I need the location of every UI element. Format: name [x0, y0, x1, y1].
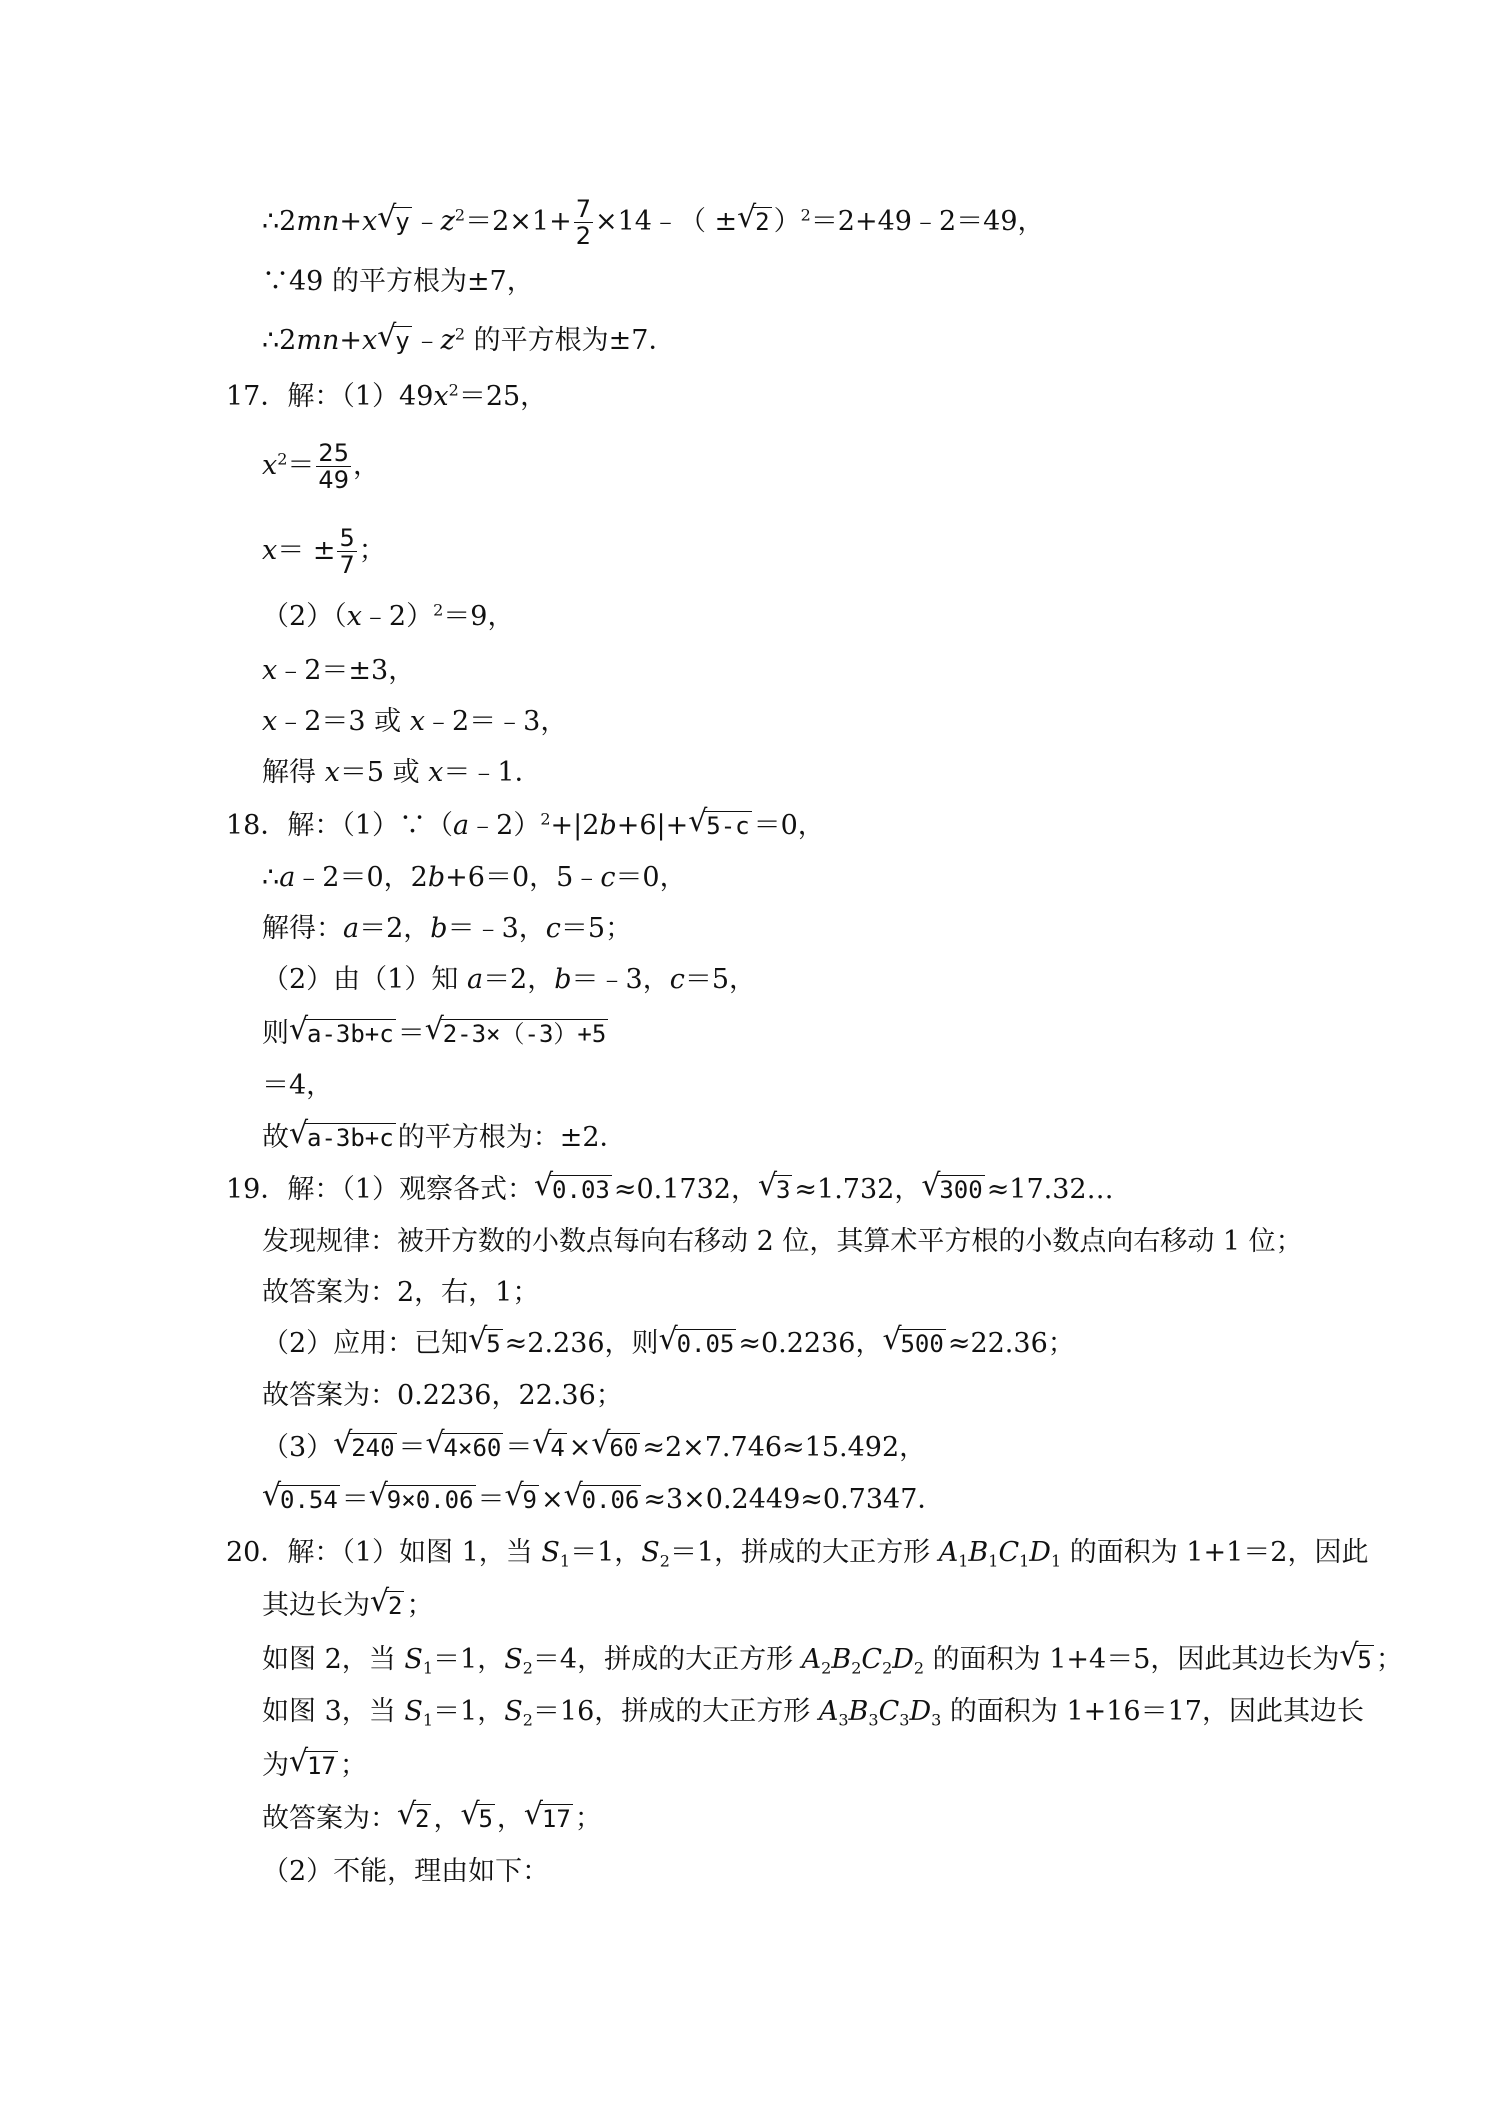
sqrt-symbol: √ a-3b+c: [289, 1014, 396, 1054]
line-18: 19．解：（1）观察各式：√ 0.03 ≈0.1732，√ 3 ≈1.732，√ 300 ≈17.32…: [226, 1170, 1114, 1210]
line-16: ＝4，: [262, 1070, 334, 1101]
line-21: （2）应用：已知√ 5 ≈2.236，则√ 0.05 ≈0.2236，√ 500 ≈22.36；: [262, 1324, 1075, 1364]
sqrt-symbol: √ a-3b+c: [289, 1118, 396, 1158]
sqrt-symbol: √ 4×60: [426, 1428, 504, 1468]
line-9: x﹣2＝3 或 x﹣2＝﹣3，: [262, 706, 568, 737]
sqrt-symbol: √ 0.06: [564, 1480, 642, 1520]
line-11: 18．解：（1）∵（a﹣2）$^2$+|2b+6|+√ 5-c ＝0，: [226, 806, 825, 846]
sqrt-symbol: √ 17: [524, 1799, 573, 1839]
line-13: 解得：a＝2，b＝﹣3，c＝5；: [262, 913, 633, 944]
line-20: 故答案为：2，右，1；: [262, 1277, 540, 1308]
sqrt-symbol: √ y: [377, 202, 411, 242]
sqrt-symbol: √ 9: [505, 1480, 539, 1520]
line-10: 解得 x＝5 或 x＝﹣1．: [262, 757, 542, 788]
line-1: ∴2mn+x√ y $﹣z^2=2\times 1+$ $\frac{7}{2}$ ×14﹣（ ±√ 2 ）$^2$＝2+49﹣2＝49，: [262, 196, 1045, 249]
line-2: ∵49 的平方根为±7，: [262, 266, 534, 297]
fraction: $\frac{5}{7}$: [339, 524, 355, 579]
sqrt-symbol: √ y: [377, 321, 411, 361]
line-23: （3）√ 240 ＝√ 4×60 ＝√ 4 ×√ 60 ≈2×7.746≈15.492，: [262, 1428, 926, 1468]
line-25: 20．解：（1）如图 1，当 $S_1=1$，$S_2=1$，拼成的大正方形 $A_1B_1C_1D_1$ 的面积为 1+1＝2，因此: [226, 1537, 1369, 1571]
sqrt-symbol: √ 500: [882, 1324, 945, 1364]
sqrt-symbol: √ 240: [333, 1428, 396, 1468]
line-15: 则√ a-3b+c ＝√ 2-3×（-3）+5: [262, 1014, 610, 1054]
line-30: 故答案为：√ 2 ，√ 5 ，√ 17 ；: [262, 1799, 602, 1839]
sqrt-symbol: √ 0.03: [534, 1170, 612, 1210]
sqrt-symbol: √ 3: [758, 1170, 792, 1210]
line-26: 其边长为√ 2 ；: [262, 1586, 433, 1626]
line-8: x﹣2＝±3，: [262, 655, 416, 686]
sqrt-symbol: √ 5: [468, 1324, 502, 1364]
line-14: （2）由（1）知 a＝2，b＝﹣3，c＝5，: [262, 964, 757, 995]
sqrt-symbol: √ 5: [460, 1799, 494, 1839]
line-29: 为√ 17 ；: [262, 1746, 367, 1786]
line-27: 如图 2，当 $S_1=1$，$S_2=4$，拼成的大正方形 $A_2B_2C_2D_2$ 的面积为 1+4＝5，因此其边长为√ 5 ；: [262, 1640, 1403, 1680]
sqrt-symbol: √ 0.05: [659, 1324, 737, 1364]
sqrt-symbol: √ 5: [1339, 1640, 1373, 1680]
line-5: $x^2=$ $\frac{25}{49}$ ，: [262, 439, 380, 494]
sqrt-symbol: √ 2: [737, 202, 771, 242]
line-4: 17．解：$(1)49x^2=25$，: [226, 380, 548, 412]
line-6: x＝ ± $\frac{5}{7}$ ；: [262, 524, 386, 579]
fraction: $\frac{25}{49}$: [318, 439, 349, 494]
line-24: √ 0.54 ＝√ 9×0.06 ＝√ 9 ×√ 0.06 ≈3×0.2449≈0.7347．: [262, 1480, 944, 1520]
line-19: 发现规律：被开方数的小数点每向右移动 2 位，其算术平方根的小数点向右移动 1 位；: [262, 1226, 1303, 1257]
line-3: ∴2mn+x√ y $﹣z^2$ 的平方根为±7．: [262, 321, 675, 361]
sqrt-symbol: √ 2: [370, 1586, 404, 1626]
sqrt-symbol: √ 2: [397, 1799, 431, 1839]
sqrt-symbol: √ 5-c: [688, 806, 751, 846]
sqrt-symbol: √ 0.54: [262, 1480, 340, 1520]
line-28: 如图 3，当 $S_1=1$，$S_2=16$，拼成的大正方形 $A_3B_3C_3D_3$ 的面积为 1+16＝17，因此其边长: [262, 1696, 1364, 1730]
sqrt-symbol: √ 2-3×（-3）+5: [425, 1014, 609, 1054]
line-7: （2）（x﹣2）$^2$＝9，: [262, 600, 515, 632]
line-12: ∴a﹣2＝0，2b+6＝0，5﹣c＝0，: [262, 862, 687, 893]
sqrt-symbol: √ 9×0.06: [369, 1480, 476, 1520]
line-31: （2）不能，理由如下：: [262, 1856, 550, 1887]
fraction: $\frac{7}{2}$: [575, 195, 591, 250]
sqrt-symbol: √ 300: [921, 1170, 984, 1210]
line-22: 故答案为：0.2236，22.36；: [262, 1380, 623, 1411]
sqrt-symbol: √ 4: [532, 1428, 566, 1468]
sqrt-symbol: √ 17: [289, 1746, 338, 1786]
line-17: 故√ a-3b+c 的平方根为：±2．: [262, 1118, 627, 1158]
sqrt-symbol: √ 60: [591, 1428, 640, 1468]
